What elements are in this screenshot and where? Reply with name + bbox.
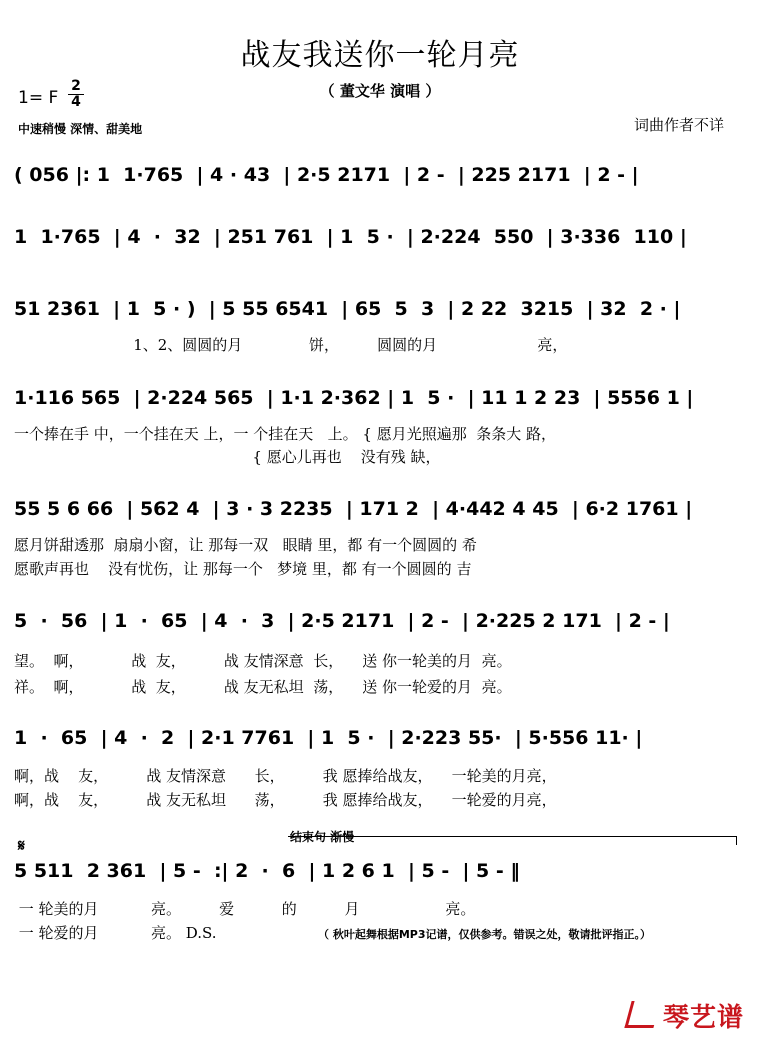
watermark-logo <box>628 997 744 1034</box>
logo-icon <box>624 1001 660 1028</box>
composer-credit: 词曲作者不详 <box>633 116 724 134</box>
lyric-line: 望。 啊， 战 友， 战 友情深意 长， 送 你一轮美的月 亮。 <box>14 652 512 670</box>
lyric-line: 啊，战 友， 战 友无私坦 荡， 我 愿捧给战友， 一轮爱的月亮， <box>14 791 557 809</box>
lyric-line: { 愿心儿再也 没有残 缺， <box>14 448 441 466</box>
notation-line: ( 056 |: 1 1·765 | 4 · 43 | 2·5 2171 | 2 - | 225 2171 | 2 - | <box>14 164 639 186</box>
notation-line: 5 511 2 361 | 5 - :| 2 · 6 | 1 2 6 1 | 5 - | 5 - ‖ <box>14 860 520 882</box>
lyric-line: 啊，战 友， 战 友情深意 长， 我 愿捧给战友， 一轮美的月亮， <box>14 767 557 785</box>
song-title: 战友我送你一轮月亮 <box>240 38 520 73</box>
ending-label: 结束句 渐慢 <box>290 830 355 844</box>
time-signature-bottom: 4 <box>71 94 81 110</box>
notation-line: 55 5 6 66 | 562 4 | 3 · 3 2235 | 171 2 | 4·442 4 45 | 6·2 1761 | <box>14 498 693 520</box>
notation-line: 5 · 56 | 1 · 65 | 4 · 3 | 2·5 2171 | 2 - | 2·225 2 171 | 2 - | <box>14 610 670 632</box>
transcription-footnote: （ 秋叶起舞根据MP3记谱，仅供参考。错误之处，敬请批评指正。） <box>318 928 651 941</box>
lyric-line: 一 轮爱的月 亮。 D.S. <box>14 924 222 942</box>
lyric-line: 一个捧在手 中，一个挂在天 上，一 个挂在天 上。 { 愿月光照遍那 条条大 路， <box>14 425 556 443</box>
key-signature: 1= F <box>18 88 59 108</box>
lyric-line: 一 轮美的月 亮。 爱 的 月 亮。 <box>14 900 476 918</box>
ending-bracket <box>288 836 737 845</box>
singer-credit: （ 董文华 演唱 ） <box>319 82 441 100</box>
lyric-line: 祥。 啊， 战 友， 战 友无私坦 荡， 送 你一轮爱的月 亮。 <box>14 678 512 696</box>
time-signature-top: 2 <box>71 78 81 94</box>
notation-line: 51 2361 | 1 5 · ) | 5 55 6541 | 65 5 3 | 2 22 3215 | 32 2 · | <box>14 298 681 320</box>
notation-line: 1 · 65 | 4 · 2 | 2·1 7761 | 1 5 · | 2·223 55· | 5·556 11· | <box>14 727 643 749</box>
lyric-line: 1、2、圆圆的月 饼， 圆圆的月 亮， <box>14 336 568 354</box>
notation-line: 1·116 565 | 2·224 565 | 1·1 2·362 | 1 5 · | 11 1 2 23 | 5556 1 | <box>14 387 694 409</box>
lyric-line: 愿月饼甜透那 扇扇小窗，让 那每一双 眼睛 里，都 有一个圆圆的 希 <box>14 536 477 554</box>
tempo-marking: 中速稍慢 深情、甜美地 <box>18 122 143 136</box>
notation-line: 1 1·765 | 4 · 32 | 251 761 | 1 5 · | 2·224 550 | 3·336 110 | <box>14 226 687 248</box>
time-signature <box>68 80 84 109</box>
segno-icon: 𝄋 <box>18 836 25 855</box>
watermark-text: 琴艺谱 <box>662 1003 744 1033</box>
lyric-line: 愿歌声再也 没有忧伤，让 那每一个 梦境 里，都 有一个圆圆的 吉 <box>14 560 472 578</box>
